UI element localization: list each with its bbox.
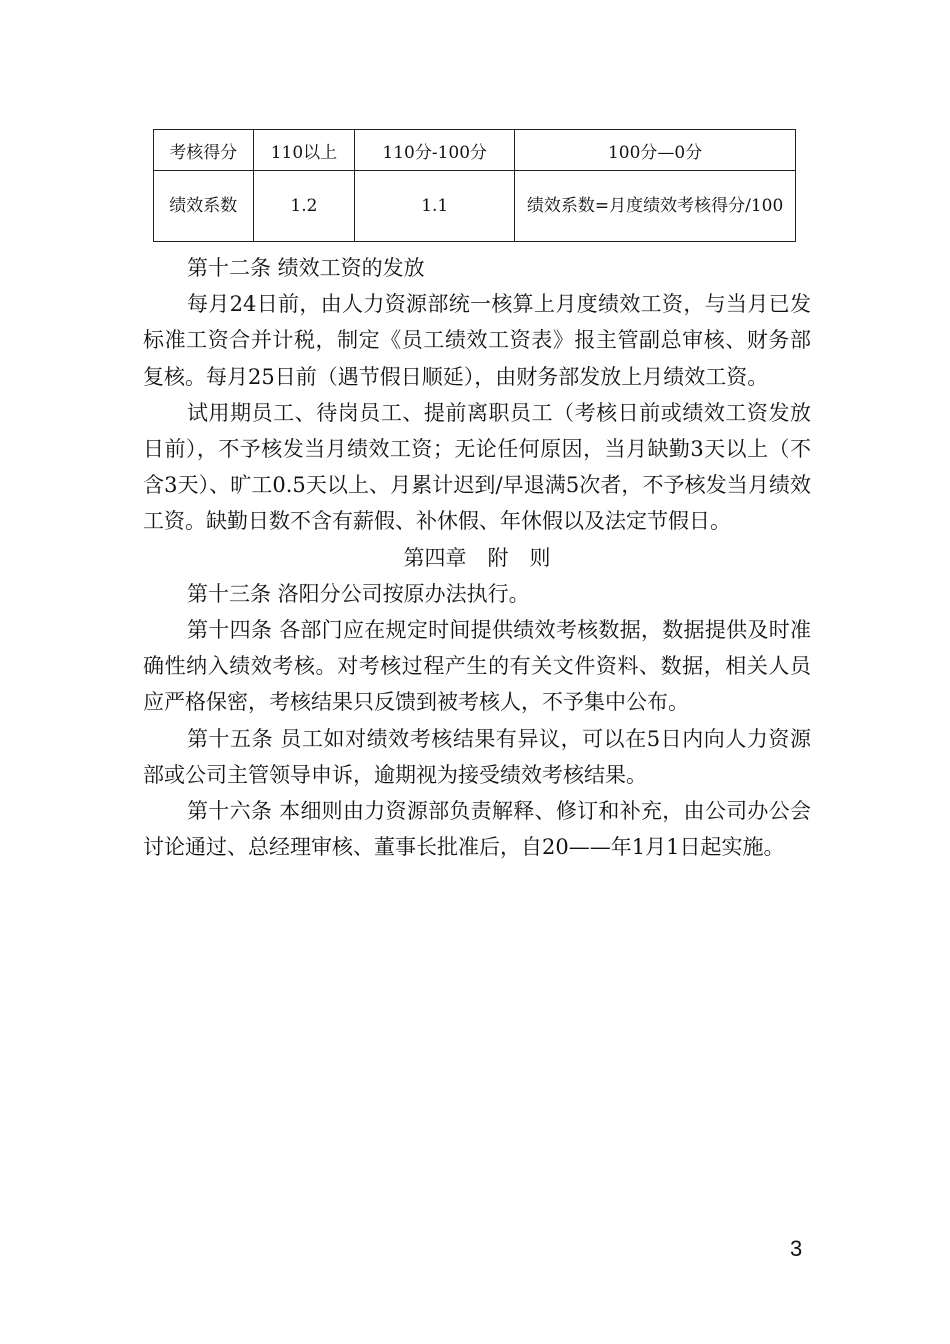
article-15: 第十五条 员工如对绩效考核结果有异议，可以在5日内向人力资源部或公司主管领导申诉，逾期视为接受绩效考核结果。 [143,726,811,787]
page-number: 3 [790,1236,803,1261]
article-14: 第十四条 各部门应在规定时间提供绩效考核数据，数据提供及时准确性纳入绩效考核。对考核过程产生的有关文件资料、数据，相关人员应严格保密，考核结果只反馈到被考核人，不予集中公布。 [143,618,811,715]
chapter-heading: 第四章 附 则 [403,545,551,570]
table-cell: 110以上 [253,130,355,171]
table-cell: 1.2 [253,171,355,242]
table-cell: 100分—0分 [515,130,796,171]
article-13: 第十三条 洛阳分公司按原办法执行。 [187,581,530,606]
article-12-title: 第十二条 绩效工资的发放 [187,256,425,280]
article-12-paragraph-2: 试用期员工、待岗员工、提前离职员工（考核日前或绩效工资发放日前），不予核发当月绩效工资；无论任何原因，当月缺勤3天以上（不含3天）、旷工0.5天以上、月累计迟到/早退满5次者，不予核发当月绩效工资。缺勤日数不含有薪假、补休假、年休假以及法定节假日。 [143,400,811,534]
table-cell: 绩效系数=月度绩效考核得分/100 [515,171,796,242]
score-coefficient-table [153,129,796,242]
article-12-paragraph-1: 每月24日前，由人力资源部统一核算上月度绩效工资，与当月已发标准工资合并计税，制定《员工绩效工资表》报主管副总审核、财务部复核。每月25日前（遇节假日顺延），由财务部发放上月绩效工资。 [143,292,811,389]
article-16: 第十六条 本细则由力资源部负责解释、修订和补充，由公司办公会讨论通过、总经理审核、董事长批准后，自20——年1月1日起实施。 [143,799,811,860]
table-row [154,171,796,242]
body-text [143,250,811,865]
table-cell: 110分-100分 [355,130,515,171]
table-row [154,130,796,171]
table-cell: 1.1 [355,171,515,242]
table-cell: 考核得分 [154,130,254,171]
table-cell: 绩效系数 [154,171,254,242]
